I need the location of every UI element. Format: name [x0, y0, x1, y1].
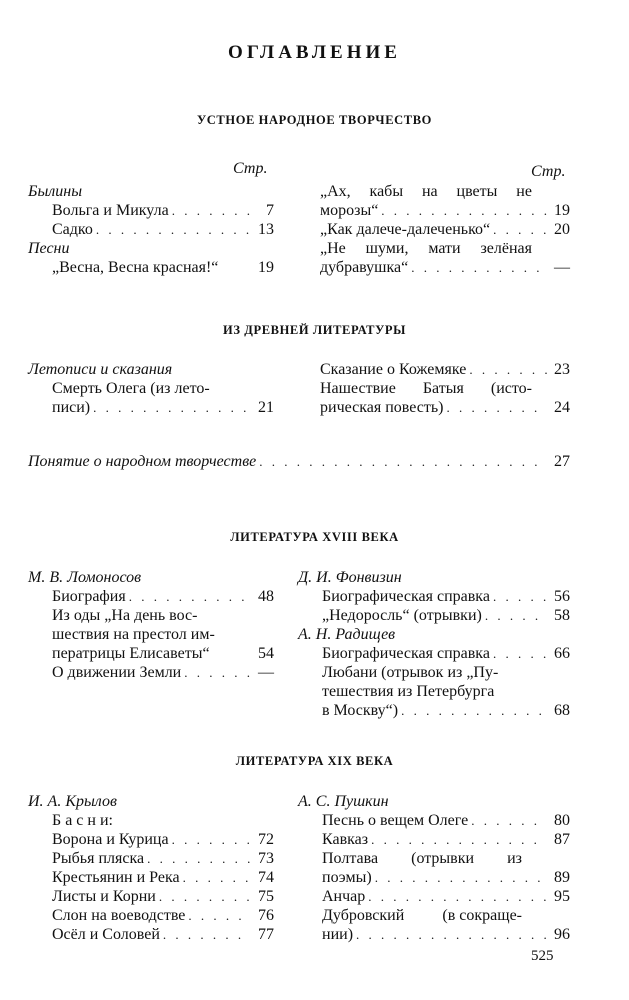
toc-entry — [298, 644, 570, 663]
page-title: ОГЛАВЛЕНИЕ — [228, 42, 401, 63]
entry-page: 66 — [554, 645, 570, 662]
toc-entry — [320, 258, 570, 277]
entry-page: — — [554, 259, 570, 276]
entry-title: Биография — [52, 588, 126, 605]
toc-entry — [298, 606, 570, 625]
toc-entry — [298, 887, 570, 906]
entry-page: — — [258, 664, 274, 681]
entry-line: шествия на престол им- — [52, 626, 215, 643]
author-name: М. В. Ломоносов — [28, 569, 142, 586]
entry-title: „Как далече-далеченько“ — [320, 221, 491, 238]
entry-page: 27 — [554, 453, 570, 470]
c19-left-column — [28, 792, 274, 944]
entry-title: Кавказ — [322, 831, 369, 848]
entry-page: 24 — [554, 399, 570, 416]
entry-page: 20 — [554, 221, 570, 238]
toc-entry — [28, 587, 274, 606]
entry-page: 58 — [554, 607, 570, 624]
entry-title: Садко — [52, 221, 93, 238]
ancient-left-column — [28, 360, 274, 417]
entry-title: морозы“ — [320, 202, 379, 219]
toc-entry — [28, 220, 274, 239]
entry-title: Листы и Корни — [52, 888, 156, 905]
entry-page: 87 — [554, 831, 570, 848]
entry-line: Из оды „На день вос- — [52, 607, 198, 624]
toc-entry — [298, 587, 570, 606]
entry-page: 54 — [258, 645, 274, 662]
toc-entry — [28, 830, 274, 849]
fables-label: Б а с н и: — [52, 812, 113, 829]
toc-entry — [28, 663, 274, 682]
entry-title: писи) — [52, 399, 91, 416]
toc-entry — [320, 201, 570, 220]
author-name: А. С. Пушкин — [298, 793, 389, 810]
entry-page: 76 — [258, 907, 274, 924]
entry-line: тешествия из Петербурга — [322, 683, 495, 700]
toc-entry — [298, 925, 570, 944]
c19-right-column — [298, 792, 570, 944]
c18-right-column — [298, 568, 570, 720]
stp-label-left: Стр. — [233, 160, 268, 177]
entry-page: 75 — [258, 888, 274, 905]
toc-entry — [28, 868, 274, 887]
entry-title: Биографическая справка — [322, 588, 490, 605]
stp-label-right: Стр. — [531, 163, 566, 180]
author-name: А. Н. Радищев — [298, 626, 396, 643]
entry-title: О движении Земли — [52, 664, 182, 681]
section-heading-19c: ЛИТЕРАТУРА XIX ВЕКА — [235, 754, 394, 768]
entry-page: 13 — [258, 221, 274, 238]
toc-entry — [28, 258, 274, 277]
toc-entry — [28, 849, 274, 868]
genre-label: Песни — [28, 240, 70, 257]
entry-page: 56 — [554, 588, 570, 605]
toc-entry — [28, 887, 274, 906]
entry-title: Анчар — [322, 888, 366, 905]
toc-entry — [320, 220, 570, 239]
entry-line: „Не шуми, мати зелёная — [320, 240, 532, 257]
fables-list — [28, 830, 274, 944]
author-name: И. А. Крылов — [28, 793, 117, 810]
entry-title: рическая повесть) — [320, 399, 444, 416]
entry-title: поэмы) — [322, 869, 372, 886]
entry-title: Сказание о Кожемяке — [320, 361, 467, 378]
entry-line: „Ах, кабы на цветы не — [320, 183, 532, 200]
entry-title: ператрицы Елисаветы“ — [52, 645, 210, 662]
toc-entry — [320, 360, 570, 379]
genre-label: Былины — [28, 183, 83, 200]
section-heading-18c: ЛИТЕРАТУРА XVIII ВЕКА — [230, 530, 399, 544]
entry-title: „Недоросль“ (отрывки) — [322, 607, 482, 624]
toc-entry — [28, 452, 570, 471]
entry-page: 96 — [554, 926, 570, 943]
entry-title: Ворона и Курица — [52, 831, 169, 848]
entry-page: 7 — [266, 202, 274, 219]
entry-title: Понятие о народном творчестве — [28, 453, 257, 470]
entry-title: Вольга и Микула — [52, 202, 169, 219]
entry-title: „Весна, Весна красная!“ — [52, 259, 219, 276]
toc-entry — [320, 398, 570, 417]
entry-page: 74 — [258, 869, 274, 886]
entry-page: 95 — [554, 888, 570, 905]
toc-entry — [298, 868, 570, 887]
entry-page: 72 — [258, 831, 274, 848]
entry-page: 21 — [258, 399, 274, 416]
entry-page: 19 — [258, 259, 274, 276]
section-heading-folk: УСТНОЕ НАРОДНОЕ ТВОРЧЕСТВО — [197, 113, 432, 127]
toc-entry — [298, 830, 570, 849]
entry-title: Крестьянин и Река — [52, 869, 180, 886]
toc-entry — [28, 201, 274, 220]
ponyatie-entry — [28, 452, 570, 471]
toc-entry — [28, 398, 274, 417]
page-number: 525 — [531, 948, 554, 964]
folk-right-column — [320, 182, 570, 277]
entry-title: Песнь о вещем Олеге — [322, 812, 469, 829]
entry-title: дубравушка“ — [320, 259, 409, 276]
toc-entry — [298, 701, 570, 720]
author-name: Д. И. Фонвизин — [298, 569, 402, 586]
entry-page: 23 — [554, 361, 570, 378]
toc-entry — [28, 644, 274, 663]
entry-title: нии) — [322, 926, 354, 943]
entry-page: 48 — [258, 588, 274, 605]
entry-page: 77 — [258, 926, 274, 943]
toc-entry — [28, 906, 274, 925]
toc-entry — [28, 925, 274, 944]
entry-line: Полтава (отрывки из — [322, 850, 522, 867]
entry-title: Рыбья пляска — [52, 850, 145, 867]
entry-line: Любани (отрывок из „Пу- — [322, 664, 499, 681]
ancient-right-column — [320, 360, 570, 417]
entry-title: Слон на воеводстве — [52, 907, 186, 924]
toc-entry — [298, 811, 570, 830]
entry-page: 89 — [554, 869, 570, 886]
entry-line: Смерть Олега (из лето- — [52, 380, 210, 397]
entry-page: 19 — [554, 202, 570, 219]
genre-label: Летописи и сказания — [28, 361, 173, 378]
entry-title: в Москву“) — [322, 702, 399, 719]
folk-left-column — [28, 182, 274, 277]
entry-page: 80 — [554, 812, 570, 829]
section-heading-ancient: ИЗ ДРЕВНЕЙ ЛИТЕРАТУРЫ — [223, 323, 406, 337]
entry-title: Осёл и Соловей — [52, 926, 160, 943]
entry-page: 73 — [258, 850, 274, 867]
entry-page: 68 — [554, 702, 570, 719]
entry-line: Нашествие Батыя (исто- — [320, 380, 532, 397]
entry-line: Дубровский (в сокраще- — [322, 907, 522, 924]
c18-left-column — [28, 568, 274, 682]
entry-title: Биографическая справка — [322, 645, 490, 662]
